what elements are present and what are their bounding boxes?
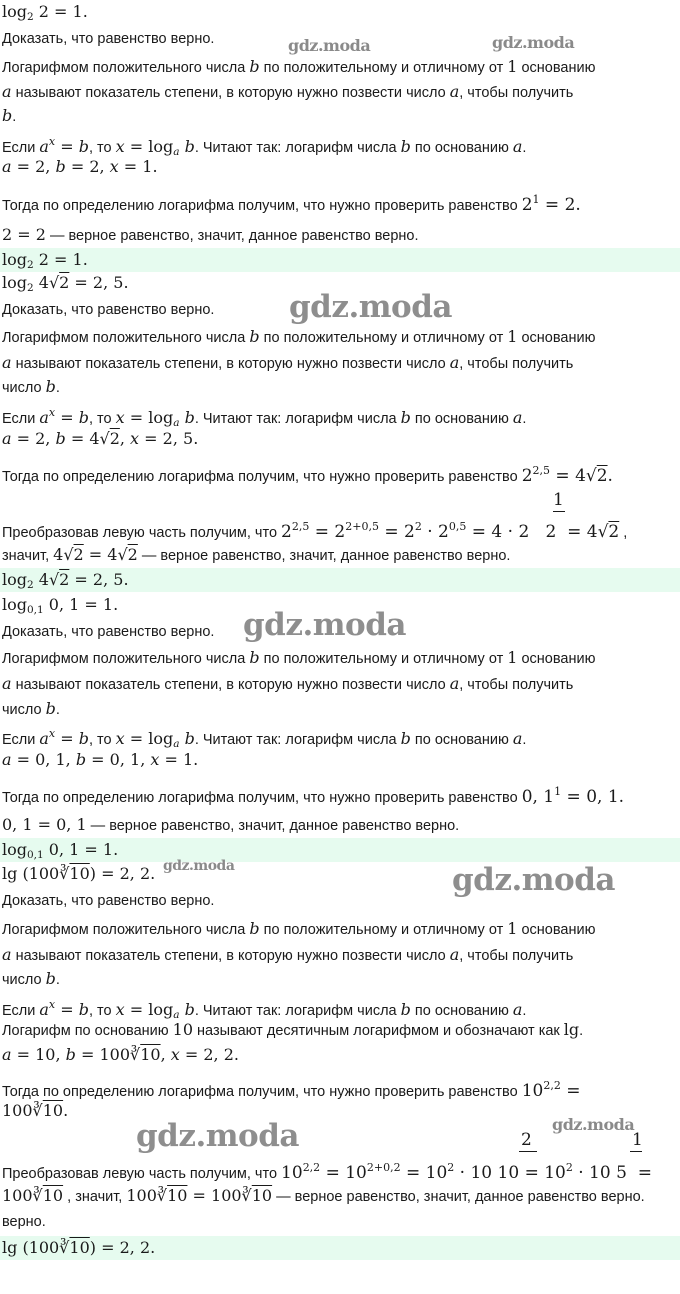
task4-so: 100∛10 , значит, 100∛10 = 100∛10 — верное равенство, значит, данное равенство верно. bbox=[2, 1186, 645, 1205]
task1-answer: $\log_2 2 = 1$. bbox=[2, 250, 88, 271]
watermark-logo: gdz.moda bbox=[452, 862, 615, 898]
task1-title: $\log_2 2 = 1$. bbox=[2, 2, 88, 23]
task3-def1: Логарифмом положительного числа b по положительному и отличному от 1 основанию bbox=[2, 648, 596, 667]
task4-frac1-num: 2 bbox=[521, 1130, 532, 1150]
watermark-logo: gdz.moda bbox=[289, 289, 452, 325]
task2-def1: Логарифмом положительного числа b по положительному и отличному от 1 основанию bbox=[2, 327, 596, 346]
task1-if: Если $a^x = b$, то $x = \log_a b$. Читают так: логарифм числа b по основанию a. bbox=[2, 135, 527, 158]
task1-def2: a называют показатель степени, в которую нужно позвести число a, чтобы получить bbox=[2, 82, 574, 101]
task4-frac2-bar bbox=[630, 1151, 642, 1152]
watermark-logo: gdz.moda bbox=[243, 607, 406, 643]
task4-check2: 100∛10. bbox=[2, 1101, 69, 1120]
task1-def3: b. bbox=[2, 106, 17, 125]
task4-prove: Доказать, что равенство верно. bbox=[2, 893, 215, 909]
task1-vals: a = 2, b = 2, x = 1. bbox=[2, 157, 158, 176]
task1-def1: Логарифмом положительного числа b по положительному и отличному от 1 основанию bbox=[2, 57, 596, 76]
watermark-logo: gdz.moda bbox=[492, 33, 575, 52]
task4-def2: a называют показатель степени, в которую нужно позвести число a, чтобы получить bbox=[2, 945, 574, 964]
task4-frac1-bar bbox=[519, 1151, 537, 1152]
task4-answer: lg (100∛10) = 2, 2. bbox=[2, 1238, 156, 1257]
task3-def2: a называют показатель степени, в которую нужно позвести число a, чтобы получить bbox=[2, 674, 574, 693]
task2-transform: Преобразовав левую часть получим, что $2^{2,5} = 2^{2+0,5} = 2^2 \cdot 2^{0,5} = 4 \cdot 2$ 2 = 4√2 , bbox=[2, 520, 628, 542]
task2-title: $\log_2 4√2 = 2$, 5. bbox=[2, 273, 129, 294]
task4-def3: число b. bbox=[2, 969, 60, 988]
watermark-logo: gdz.moda bbox=[288, 36, 371, 55]
task4-vals: a = 10, b = 100∛10, x = 2, 2. bbox=[2, 1045, 239, 1064]
watermark-logo: gdz.moda bbox=[163, 858, 235, 874]
task2-frac-bar bbox=[553, 511, 565, 512]
task3-vals: a = 0, 1, b = 0, 1, x = 1. bbox=[2, 750, 199, 769]
task3-prove: Доказать, что равенство верно. bbox=[2, 624, 215, 640]
task2-def2: a называют показатель степени, в которую нужно позвести число a, чтобы получить bbox=[2, 353, 574, 372]
watermark-logo: gdz.moda bbox=[552, 1115, 635, 1134]
task4-title: lg (100∛10) = 2, 2. bbox=[2, 864, 156, 883]
task2-answer: $\log_2 4√2 = 2$, 5. bbox=[2, 570, 129, 591]
task1-check: Тогда по определению логарифма получим, что нужно проверить равенство $2^1 = 2$. bbox=[2, 193, 581, 215]
task3-answer: $\log_{0,1} 0$, 1 = 1. bbox=[2, 840, 119, 861]
task4-so-end: верно. bbox=[2, 1214, 46, 1230]
task4-decimal-note: Логарифм по основанию 10 называют десятичным логарифмом и обозначают как lg. bbox=[2, 1020, 584, 1039]
task4-frac2-num: 1 bbox=[632, 1130, 643, 1150]
task3-title: $\log_{0,1} 0$, 1 = 1. bbox=[2, 595, 119, 616]
task1-eq: 2 = 2 — верное равенство, значит, данное равенство верно. bbox=[2, 225, 419, 244]
task4-if: Если $a^x = b$, то $x = \log_a b$. Читают так: логарифм числа b по основанию a. bbox=[2, 998, 527, 1021]
task2-so: значит, 4√2 = 4√2 — верное равенство, значит, данное равенство верно. bbox=[2, 545, 511, 564]
task3-if: Если $a^x = b$, то $x = \log_a b$. Читают так: логарифм числа b по основанию a. bbox=[2, 727, 527, 750]
task3-def3: число b. bbox=[2, 699, 60, 718]
task2-check: Тогда по определению логарифма получим, что нужно проверить равенство $2^{2,5} = 4√2$. bbox=[2, 464, 613, 486]
task4-transform: Преобразовав левую часть получим, что $10^{2,2} = 10^{2+0,2} = 10^2 \cdot 10$ $10 = 10^2 \cdot 10$ 5 = bbox=[2, 1161, 652, 1183]
task2-if: Если $a^x = b$, то $x = \log_a b$. Читают так: логарифм числа b по основанию a. bbox=[2, 406, 527, 429]
task2-def3: число b. bbox=[2, 377, 60, 396]
task4-check: Тогда по определению логарифма получим, что нужно проверить равенство $10^{2,2}$ = bbox=[2, 1079, 581, 1101]
task3-eq: 0, 1 = 0, 1 — верное равенство, значит, данное равенство верно. bbox=[2, 815, 460, 834]
task2-frac-num: 1 bbox=[553, 490, 564, 510]
task4-def1: Логарифмом положительного числа b по положительному и отличному от 1 основанию bbox=[2, 919, 596, 938]
task2-prove: Доказать, что равенство верно. bbox=[2, 302, 215, 318]
task2-vals: a = 2, b = 4√2, x = 2, 5. bbox=[2, 429, 199, 448]
watermark-logo: gdz.moda bbox=[136, 1118, 299, 1154]
task1-prove: Доказать, что равенство верно. bbox=[2, 31, 215, 47]
task3-check: Тогда по определению логарифма получим, что нужно проверить равенство 0, $1^1 = 0$, 1. bbox=[2, 785, 625, 807]
